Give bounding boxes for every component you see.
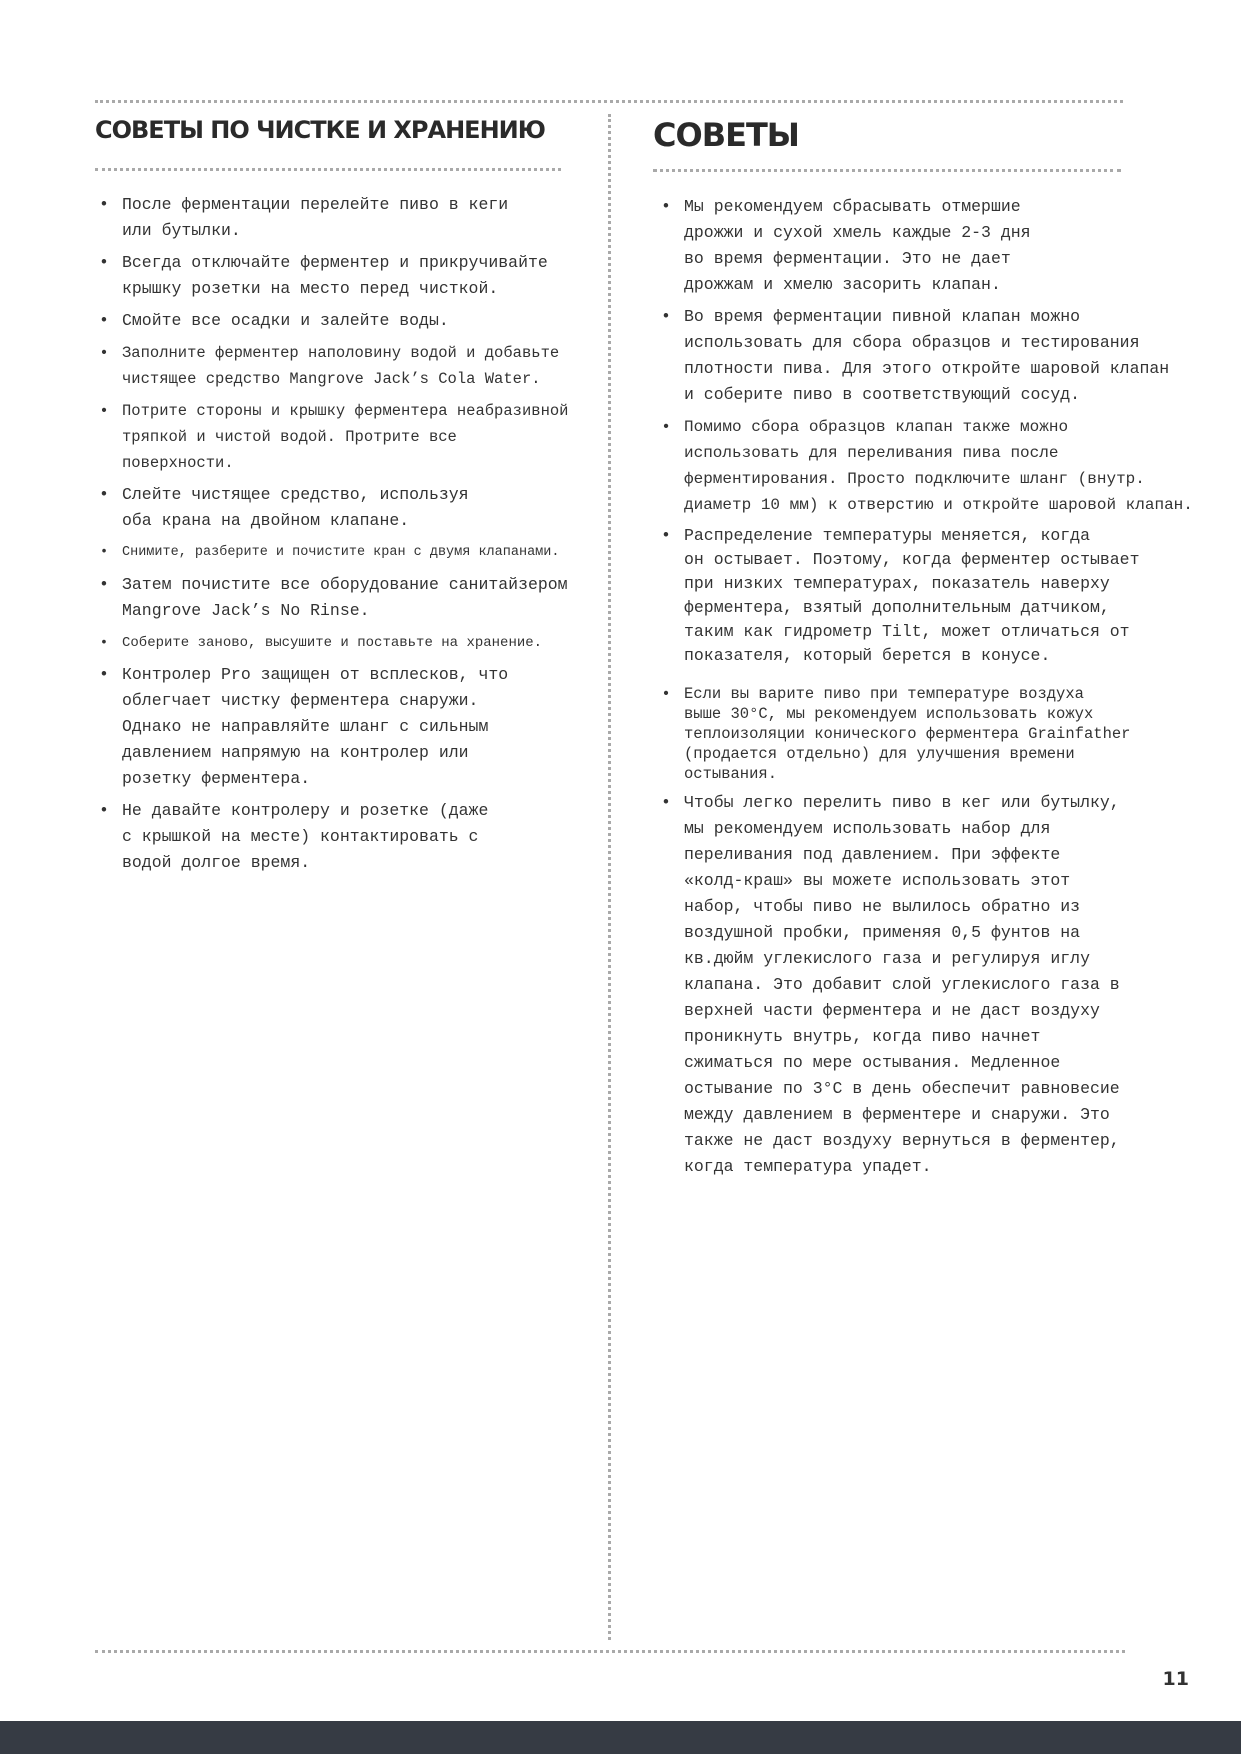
bullet: • [99, 195, 109, 214]
bullet: • [99, 344, 109, 362]
bullet: • [661, 685, 671, 703]
bullet: • [99, 402, 109, 420]
list-item-text: Снимите, разберите и почистите кран с двумя клапанами. [122, 545, 560, 560]
bullet: • [661, 793, 671, 812]
left-heading-underline [95, 168, 561, 171]
list-item [95, 192, 615, 244]
list-item [657, 684, 1217, 784]
bullet: • [99, 575, 109, 594]
footer-bar [0, 1721, 1241, 1754]
list-item [95, 662, 615, 792]
list-item-text: Распределение температуры меняется, когда он остывает. Поэтому, когда ферментер остывает при низких температурах, показатель наверху ферментера, взятый дополнительным датчиком, таким как гидрометр Tilt, может отличаться от показателя, который берется в конусе. [684, 526, 1140, 665]
page-number: 11 [1162, 1668, 1189, 1690]
list-item [95, 340, 615, 392]
bullet: • [99, 665, 109, 684]
list-item [657, 304, 1217, 408]
bullet: • [99, 801, 109, 820]
list-item [95, 308, 615, 334]
cleaning-tips-list [95, 192, 615, 882]
list-item [657, 524, 1217, 668]
list-item-text: После ферментации перелейте пиво в кеги или бутылки. [122, 195, 509, 240]
list-item-text: Если вы варите пиво при температуре воздуха выше 30°C, мы рекомендуем использовать кожух теплоизоляции конического ферментера Grainfather (продается отдельно) для улучшения времени остывания. [684, 685, 1131, 783]
bullet: • [99, 635, 109, 651]
bullet: • [99, 485, 109, 504]
list-item [657, 414, 1217, 518]
list-item-text: Не давайте контролеру и розетке (даже с крышкой на месте) контактировать с водой долгое время. [122, 801, 489, 872]
list-item-text: Слейте чистящее средство, используя оба крана на двойном клапане. [122, 485, 469, 530]
bullet: • [661, 526, 671, 545]
tips-list [657, 194, 1217, 1186]
bullet: • [99, 545, 109, 560]
bullet: • [99, 253, 109, 272]
cleaning-storage-heading: СОВЕТЫ ПО ЧИСТКЕ И ХРАНЕНИЮ [95, 116, 545, 144]
bullet: • [661, 307, 671, 326]
list-item [95, 798, 615, 876]
list-item [657, 790, 1217, 1180]
list-item [95, 250, 615, 302]
list-item [95, 398, 615, 476]
bullet: • [661, 418, 671, 436]
list-item [657, 194, 1217, 298]
tips-heading: СОВЕТЫ [653, 116, 799, 154]
list-item-text: Заполните ферментер наполовину водой и добавьте чистящее средство Mangrove Jack’s Cola Water. [122, 344, 560, 388]
right-heading-underline [653, 169, 1121, 172]
list-item-text: Затем почистите все оборудование санитайзером Mangrove Jack’s No Rinse. [122, 575, 568, 620]
list-item [95, 572, 615, 624]
list-item-text: Чтобы легко перелить пиво в кег или бутылку, мы рекомендуем использовать набор для переливания под давлением. При эффекте «колд-краш» вы можете использовать этот набор, чтобы пиво не вылилось обратно из воздушной пробки, применяя 0,5 фунтов на кв.дюйм углекислого газа и регулируя иглу клапана. Это добавит слой углекислого газа в верхней части ферментера и не даст воздуху проникнуть внутрь, когда пиво начнет сжиматься по мере остывания. Медленное остывание по 3°C в день обеспечит равновесие между давлением в ферментере и снаружи. Это также не даст воздуху вернуться в ферментер, когда температура упадет. [684, 793, 1120, 1176]
bullet: • [661, 197, 671, 216]
list-item [95, 482, 615, 534]
list-item [95, 540, 615, 566]
bottom-divider [95, 1650, 1125, 1653]
list-item-text: Потрите стороны и крышку ферментера неабразивной тряпкой и чистой водой. Протрите все поверхности. [122, 402, 569, 472]
list-item-text: Помимо сбора образцов клапан также можно использовать для переливания пива после ферментирования. Просто подключите шланг (внутр. диаметр 10 мм) к отверстию и откройте шаровой клапан. [684, 418, 1193, 514]
list-item-text: Соберите заново, высушите и поставьте на хранение. [122, 635, 543, 651]
list-item-text: Смойте все осадки и залейте воды. [122, 311, 449, 330]
list-item-text: Всегда отключайте ферментер и прикручивайте крышку розетки на место перед чисткой. [122, 253, 548, 298]
top-divider [95, 100, 1123, 103]
list-item-text: Во время ферментации пивной клапан можно использовать для сбора образцов и тестирования плотности пива. Для этого откройте шаровой клапан и соберите пиво в соответствующий сосуд. [684, 307, 1170, 404]
list-item-text: Мы рекомендуем сбрасывать отмершие дрожжи и сухой хмель каждые 2-3 дня во время ферментации. Это не дает дрожжам и хмелю засорить клапан. [684, 197, 1031, 294]
list-item [95, 630, 615, 656]
bullet: • [99, 311, 109, 330]
list-item-text: Контролер Pro защищен от всплесков, что облегчает чистку ферментера снаружи. Однако не направляйте шланг с сильным давлением напрямую на контролер или розетку ферментера. [122, 665, 509, 788]
